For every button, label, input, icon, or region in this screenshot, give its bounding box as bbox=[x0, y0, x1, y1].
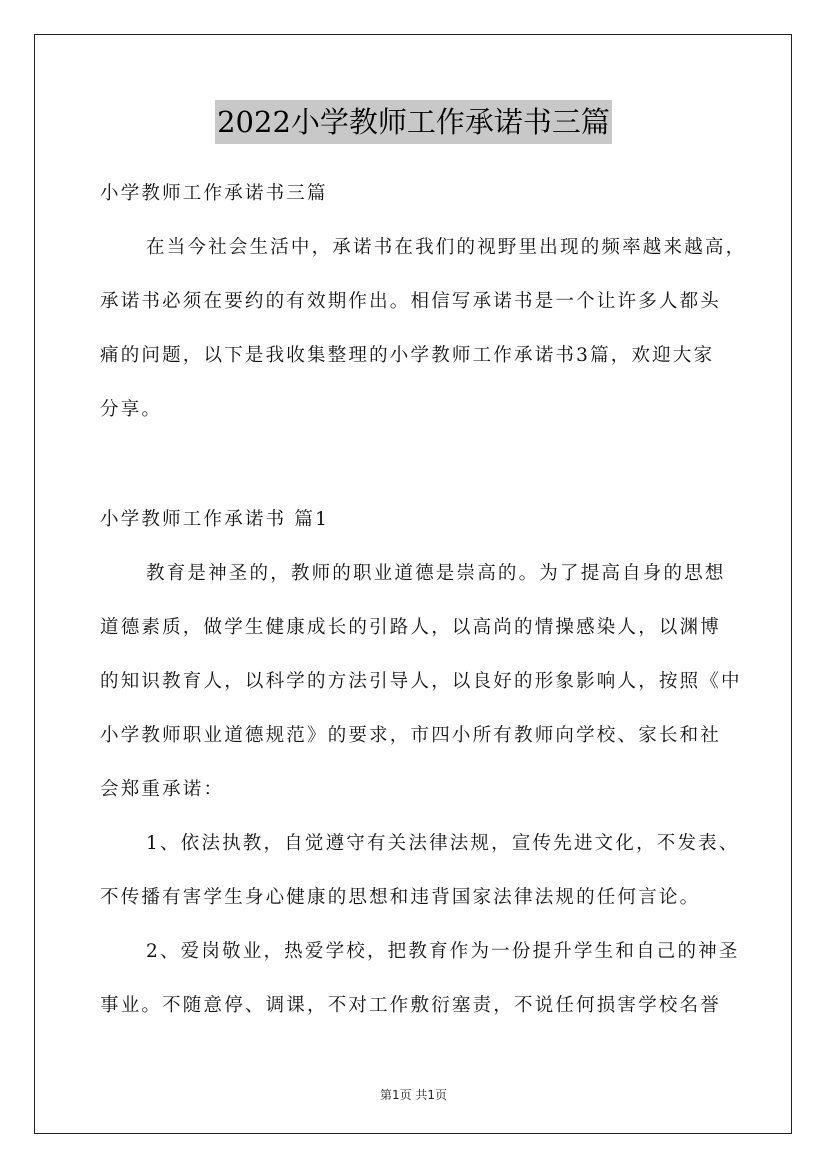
body-line-4: 小学教师职业道德规范》的要求，市四小所有教师向学校、家长和社 bbox=[100, 725, 722, 746]
body-line-2: 道德素质，做学生健康成长的引路人，以高尚的情操感染人，以渊博 bbox=[100, 617, 722, 638]
intro-line-2: 承诺书必须在要约的有效期作出。相信写承诺书是一个让许多人都头 bbox=[100, 291, 722, 312]
page-footer: 第1页 共1页 bbox=[379, 1088, 448, 1102]
item-1-line-2: 不传播有害学生身心健康的思想和违背国家法律法规的任何言论。 bbox=[100, 887, 701, 908]
section-heading: 小学教师工作承诺书 篇1 bbox=[100, 509, 330, 530]
title-area bbox=[0, 100, 827, 144]
item-1-line-1: 1、依法执教，自觉遵守有关法律法规，宣传先进文化，不发表、 bbox=[146, 833, 740, 854]
item-2-line-1: 2、爱岗敬业，热爱学校，把教育作为一份提升学生和自己的神圣 bbox=[146, 941, 740, 962]
intro-line-4: 分享。 bbox=[100, 399, 163, 420]
body-line-3: 的知识教育人，以科学的方法引导人，以良好的形象影响人，按照《中 bbox=[100, 671, 742, 692]
document-title: 2022小学教师工作承诺书三篇 bbox=[215, 100, 612, 144]
body-line-5: 会郑重承诺： bbox=[100, 779, 225, 800]
intro-line-1: 在当今社会生活中，承诺书在我们的视野里出现的频率越来越高， bbox=[146, 237, 747, 258]
item-2-line-2: 事业。不随意停、调课，不对工作敷衍塞责，不说任何损害学校名誉 bbox=[100, 995, 722, 1016]
body-line-1: 教育是神圣的，教师的职业道德是崇高的。为了提高自身的思想 bbox=[146, 563, 726, 584]
subtitle-line: 小学教师工作承诺书三篇 bbox=[100, 183, 328, 204]
intro-line-3: 痛的问题，以下是我收集整理的小学教师工作承诺书3篇，欢迎大家 bbox=[100, 345, 715, 366]
